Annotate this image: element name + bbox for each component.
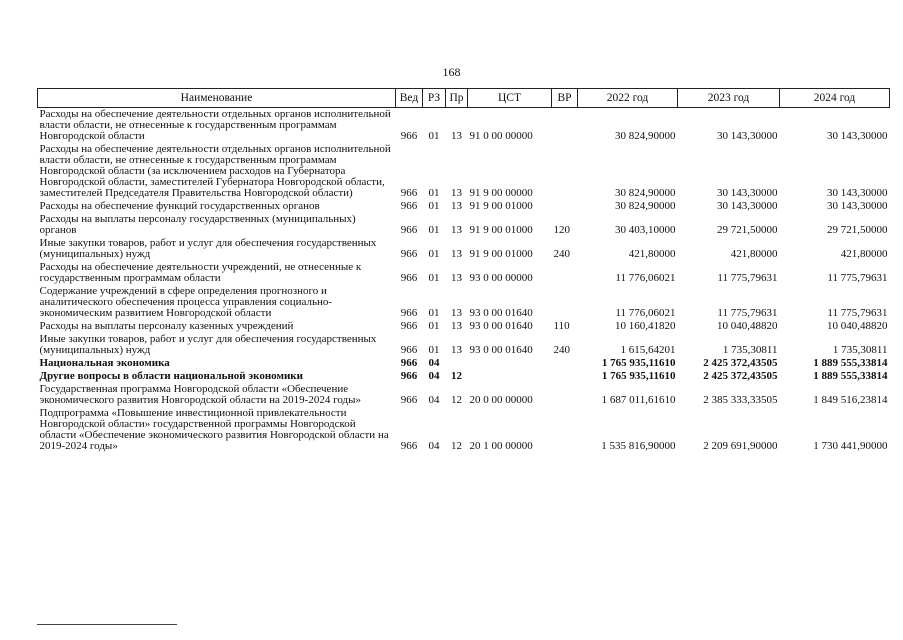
table-row	[38, 237, 890, 261]
table-row	[38, 200, 890, 213]
row-rz: 04	[428, 440, 440, 452]
row-amount-2024: 30 143,30000	[827, 130, 888, 142]
row-rz: 04	[428, 394, 440, 406]
row-pr: 12	[451, 440, 462, 452]
row-rz: 01	[428, 320, 440, 332]
row-pr: 13	[451, 130, 462, 142]
row-amount-2022: 30 824,90000	[615, 130, 676, 142]
row-ved: 966	[400, 440, 418, 452]
row-amount-2022: 30 824,90000	[615, 200, 676, 212]
row-amount-2023: 2 425 372,43505	[703, 370, 778, 382]
row-vr: 240	[553, 248, 570, 260]
row-ved: 966	[400, 307, 418, 319]
header-2022: 2022 год	[578, 89, 678, 108]
row-amount-2024: 29 721,50000	[827, 224, 888, 236]
footnote-rule	[37, 624, 177, 625]
row-vr: 240	[553, 344, 570, 356]
row-ved: 966	[400, 394, 418, 406]
row-amount-2022: 1 535 816,90000	[601, 440, 676, 452]
row-amount-2023: 11 775,79631	[717, 272, 778, 284]
row-vr	[552, 261, 578, 285]
row-name: Расходы на обеспечение функций государственных органов	[39, 200, 320, 212]
row-amount-2022: 10 160,41820	[615, 320, 676, 332]
row-cst: 93 0 00 01640	[469, 307, 533, 319]
row-cst: 91 9 00 01000	[469, 224, 533, 236]
row-amount-2022: 1 615,64201	[620, 344, 676, 356]
row-name: Расходы на выплаты персоналу казенных учреждений	[39, 320, 294, 332]
row-amount-2022: 1 765 935,11610	[601, 357, 676, 369]
row-ved: 966	[400, 224, 418, 236]
table-row	[38, 357, 890, 370]
row-name: Иные закупки товаров, работ и услуг для обеспечения государственных (муниципальных) нужд	[39, 237, 377, 260]
table-row	[38, 370, 890, 383]
row-amount-2024: 1 735,30811	[832, 344, 888, 356]
row-rz: 01	[428, 344, 440, 356]
row-rz: 01	[428, 130, 440, 142]
header-2024: 2024 год	[780, 89, 890, 108]
row-amount-2022: 30 824,90000	[615, 187, 676, 199]
table-header-row	[38, 89, 890, 108]
row-name: Национальная экономика	[39, 357, 170, 369]
header-rz: РЗ	[423, 89, 446, 108]
row-vr	[552, 357, 578, 370]
header-pr: Пр	[446, 89, 468, 108]
row-amount-2024: 1 730 441,90000	[813, 440, 888, 452]
row-amount-2022: 1 687 011,61610	[601, 394, 676, 406]
row-amount-2024: 1 849 516,23814	[813, 394, 888, 406]
row-amount-2023: 2 425 372,43505	[703, 357, 778, 369]
row-vr	[552, 143, 578, 200]
row-ved: 966	[400, 357, 418, 369]
row-pr	[446, 357, 468, 370]
row-ved: 966	[400, 248, 418, 260]
row-vr: 110	[553, 320, 570, 332]
row-amount-2022: 421,80000	[628, 248, 676, 260]
row-pr: 13	[451, 344, 462, 356]
row-rz: 01	[428, 272, 440, 284]
row-amount-2022: 30 403,10000	[615, 224, 676, 236]
table-row	[38, 333, 890, 357]
row-pr: 13	[451, 272, 462, 284]
row-cst: 91 9 00 01000	[469, 248, 533, 260]
row-name: Подпрограмма «Повышение инвестиционной привлекательности Новгородской области» государственной программы Новгородской области «Обеспечение экономического развития Новгородской области на 2019-2024 годы»	[39, 407, 389, 452]
row-amount-2024: 1 889 555,33814	[813, 370, 888, 382]
row-cst: 91 9 00 01000	[469, 200, 533, 212]
row-cst	[468, 370, 552, 383]
row-cst: 20 0 00 00000	[469, 394, 533, 406]
row-cst: 91 0 00 00000	[469, 130, 533, 142]
row-amount-2023: 2 209 691,90000	[703, 440, 778, 452]
row-pr: 12	[451, 370, 462, 382]
row-vr	[552, 108, 578, 144]
header-vr: ВР	[552, 89, 578, 108]
row-name: Государственная программа Новгородской области «Обеспечение экономического развития Новгородской области на 2019-2024 годы»	[39, 383, 362, 406]
row-vr	[552, 200, 578, 213]
row-ved: 966	[400, 200, 418, 212]
row-rz: 01	[428, 200, 440, 212]
row-amount-2023: 30 143,30000	[717, 200, 778, 212]
page-number: 168	[442, 65, 461, 79]
row-ved: 966	[400, 272, 418, 284]
row-name: Расходы на выплаты персоналу государственных (муниципальных) органов	[39, 213, 356, 236]
row-ved: 966	[400, 130, 418, 142]
row-amount-2024: 30 143,30000	[827, 187, 888, 199]
row-amount-2023: 29 721,50000	[717, 224, 778, 236]
row-amount-2023: 10 040,48820	[717, 320, 778, 332]
row-vr	[552, 407, 578, 453]
row-amount-2023: 1 735,30811	[722, 344, 778, 356]
header-name: Наименование	[38, 89, 396, 108]
row-cst	[468, 357, 552, 370]
table-row	[38, 108, 890, 144]
row-pr: 13	[451, 187, 462, 199]
row-name: Расходы на обеспечение деятельности отдельных органов исполнительной власти области, не отнесенные к государственным программам Новгородской области (за исключением расходов на Губернатора Новгородской области, заместителей Губернатора Новгородской области, заместителей Председателя Правительства Новгородской области)	[39, 143, 391, 199]
row-name: Содержание учреждений в сфере определения прогнозного и аналитического обеспечения процесса управления социально-экономическим развитием Новгородской области	[39, 285, 333, 319]
row-name: Расходы на обеспечение деятельности отдельных органов исполнительной власти области, не отнесенные к государственным программам Новгородской области	[39, 108, 391, 142]
row-vr: 120	[553, 224, 570, 236]
row-rz: 01	[428, 224, 440, 236]
row-vr	[552, 285, 578, 320]
row-rz: 01	[428, 248, 440, 260]
row-amount-2022: 11 776,06021	[615, 307, 676, 319]
row-amount-2023: 2 385 333,33505	[703, 394, 778, 406]
table-row	[38, 213, 890, 237]
row-pr: 13	[451, 224, 462, 236]
row-rz: 01	[428, 307, 440, 319]
header-cst: ЦСТ	[468, 89, 552, 108]
table-row	[38, 320, 890, 333]
budget-table	[37, 88, 890, 453]
row-cst: 91 9 00 00000	[469, 187, 533, 199]
row-amount-2024: 30 143,30000	[827, 200, 888, 212]
row-amount-2022: 11 776,06021	[615, 272, 676, 284]
row-ved: 966	[400, 187, 418, 199]
row-cst: 20 1 00 00000	[469, 440, 533, 452]
row-amount-2023: 30 143,30000	[717, 187, 778, 199]
row-pr: 12	[451, 394, 462, 406]
row-vr	[552, 383, 578, 407]
row-pr: 13	[451, 200, 462, 212]
table-row	[38, 407, 890, 453]
row-pr: 13	[451, 248, 462, 260]
row-amount-2023: 11 775,79631	[717, 307, 778, 319]
table-row	[38, 383, 890, 407]
row-rz: 04	[428, 370, 440, 382]
row-cst: 93 0 00 01640	[469, 344, 533, 356]
row-pr: 13	[451, 320, 462, 332]
row-vr	[552, 370, 578, 383]
table-row	[38, 143, 890, 200]
row-amount-2024: 11 775,79631	[827, 307, 888, 319]
row-pr: 13	[451, 307, 462, 319]
header-ved: Вед	[396, 89, 423, 108]
row-amount-2023: 421,80000	[730, 248, 778, 260]
row-cst: 93 0 00 01640	[469, 320, 533, 332]
row-ved: 966	[400, 320, 418, 332]
row-amount-2022: 1 765 935,11610	[601, 370, 676, 382]
row-rz: 01	[428, 187, 440, 199]
table-row	[38, 285, 890, 320]
table-row	[38, 261, 890, 285]
row-name: Другие вопросы в области национальной экономики	[39, 370, 303, 382]
row-cst: 93 0 00 00000	[469, 272, 533, 284]
row-amount-2024: 11 775,79631	[827, 272, 888, 284]
row-rz: 04	[428, 357, 440, 369]
row-name: Иные закупки товаров, работ и услуг для обеспечения государственных (муниципальных) нужд	[39, 333, 377, 356]
row-name: Расходы на обеспечение деятельности учреждений, не отнесенные к государственным программам области	[39, 261, 362, 284]
header-2023: 2023 год	[678, 89, 780, 108]
row-amount-2024: 421,80000	[840, 248, 888, 260]
row-ved: 966	[400, 344, 418, 356]
row-amount-2023: 30 143,30000	[717, 130, 778, 142]
row-amount-2024: 10 040,48820	[827, 320, 888, 332]
row-amount-2024: 1 889 555,33814	[813, 357, 888, 369]
row-ved: 966	[400, 370, 418, 382]
